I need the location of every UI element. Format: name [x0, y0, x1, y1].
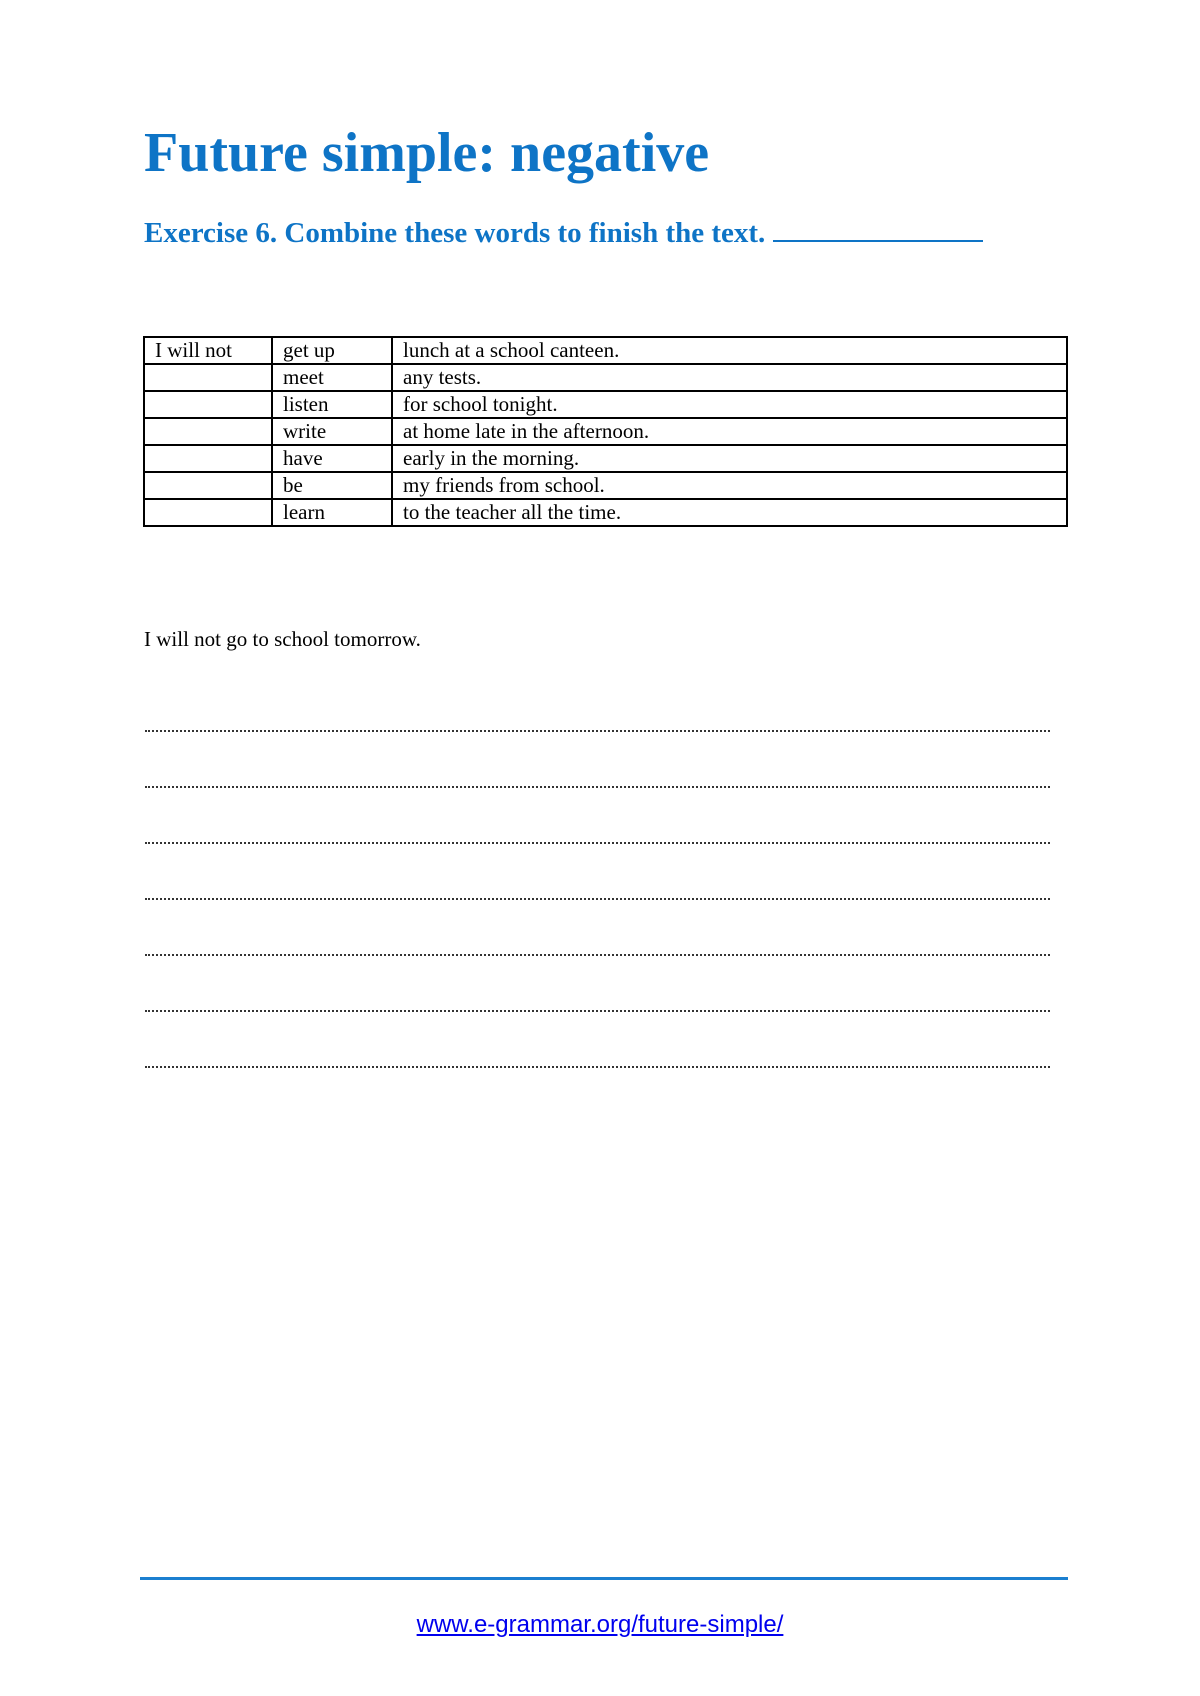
table-cell-complement: lunch at a school canteen.: [392, 337, 1067, 364]
table-cell-verb: write: [272, 418, 392, 445]
instruction-blank-line: [773, 214, 983, 242]
table-cell-subject: [144, 499, 272, 526]
table-cell-verb: learn: [272, 499, 392, 526]
table-cell-subject: [144, 391, 272, 418]
exercise-instruction-text: Exercise 6. Combine these words to finish the text.: [144, 217, 766, 249]
table-row: [144, 364, 1067, 391]
table-cell-subject: I will not: [144, 337, 272, 364]
table-row: [144, 499, 1067, 526]
table-cell-subject: [144, 445, 272, 472]
table-row: [144, 472, 1067, 499]
answer-lines: [145, 712, 1050, 1104]
table-cell-complement: to the teacher all the time.: [392, 499, 1067, 526]
table-cell-complement: at home late in the afternoon.: [392, 418, 1067, 445]
answer-line[interactable]: [145, 824, 1050, 880]
table-row: [144, 445, 1067, 472]
table-cell-verb: get up: [272, 337, 392, 364]
page-title: Future simple: negative: [144, 122, 710, 184]
answer-line[interactable]: [145, 712, 1050, 768]
table-cell-verb: have: [272, 445, 392, 472]
table-row: [144, 337, 1067, 364]
table-row: [144, 418, 1067, 445]
answer-line[interactable]: [145, 992, 1050, 1048]
answer-line[interactable]: [145, 936, 1050, 992]
table-cell-complement: early in the morning.: [392, 445, 1067, 472]
footer: [0, 1610, 1200, 1640]
table-cell-subject: [144, 418, 272, 445]
answer-line[interactable]: [145, 880, 1050, 936]
table-cell-complement: any tests.: [392, 364, 1067, 391]
table-cell-verb: be: [272, 472, 392, 499]
footer-divider: [140, 1577, 1068, 1580]
exercise-instruction: [144, 214, 983, 252]
table-cell-subject: [144, 472, 272, 499]
answer-line[interactable]: [145, 768, 1050, 824]
table-row: [144, 391, 1067, 418]
answer-line[interactable]: [145, 1048, 1050, 1104]
table-cell-subject: [144, 364, 272, 391]
table-cell-complement: for school tonight.: [392, 391, 1067, 418]
footer-website-link[interactable]: www.e-grammar.org/future-simple/: [416, 1611, 784, 1638]
word-combination-table: [143, 336, 1068, 527]
table-cell-complement: my friends from school.: [392, 472, 1067, 499]
table-cell-verb: listen: [272, 391, 392, 418]
table-cell-verb: meet: [272, 364, 392, 391]
example-sentence: I will not go to school tomorrow.: [144, 627, 421, 651]
